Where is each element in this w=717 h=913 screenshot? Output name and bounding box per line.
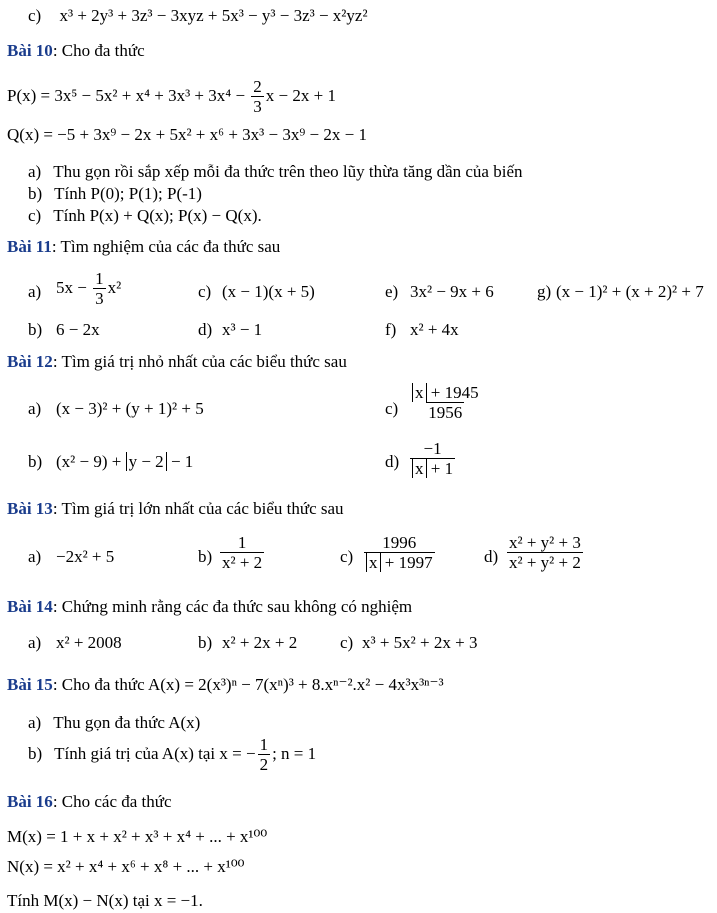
label: a): [28, 633, 42, 652]
expression: x³ + 2y³ + 3z³ − 3xyz + 5x³ − y³ − 3z³ − x²yz²: [59, 6, 368, 25]
denominator: [364, 552, 435, 572]
item-b: [28, 736, 316, 774]
label: g): [537, 282, 552, 301]
exercise-15-heading: [7, 676, 444, 693]
fraction: [93, 270, 106, 308]
label: c): [340, 633, 354, 652]
exercise-13-heading: [7, 500, 344, 517]
label: c): [198, 282, 212, 301]
item-g: (x − 1)² + (x + 2)² + 7: [556, 282, 704, 301]
exercise-text: : Cho các đa thức: [52, 792, 172, 811]
denominator: 2: [259, 754, 269, 774]
label: b): [28, 184, 43, 203]
exercise-title: Bài 13: [7, 499, 53, 518]
denominator: 3: [253, 96, 262, 116]
exercise-text: : Tìm nghiệm của các đa thức sau: [51, 237, 281, 256]
absolute-value: x: [412, 383, 427, 402]
item-c: [362, 534, 437, 572]
expr-part: + 1997: [380, 552, 433, 572]
fraction: [220, 534, 264, 572]
label: d): [484, 547, 499, 566]
expr-part: + 1945: [426, 383, 479, 402]
line-c-top: [28, 7, 368, 24]
label: e): [385, 282, 399, 301]
polynomial-P: [7, 78, 336, 116]
item-text: Thu gọn rồi sắp xếp mỗi đa thức trên theo lũy thừa tăng dần của biến: [53, 162, 523, 181]
denominator: 3: [95, 288, 104, 308]
label: f): [385, 320, 397, 339]
denominator: [410, 458, 455, 478]
numerator: −1: [423, 439, 442, 458]
fraction: [507, 534, 583, 572]
item-d: [408, 440, 457, 478]
item-b: [28, 185, 202, 202]
fraction: [251, 78, 264, 116]
item-text: ; n = 1: [272, 743, 317, 763]
label: c): [28, 206, 42, 225]
exercise-title: Bài 15: [7, 675, 53, 694]
exercise-text: : Cho đa thức: [52, 675, 148, 694]
label: c): [28, 6, 42, 25]
exercise-13-row: [0, 534, 717, 582]
absolute-value: y − 2: [126, 452, 167, 471]
exercise-11-row2: [0, 320, 717, 342]
expr-part: (x² − 9) +: [56, 452, 126, 471]
item-b: x² + 2x + 2: [222, 633, 298, 652]
item-b: [56, 452, 193, 472]
exercise-14-row: [0, 633, 717, 655]
item-a: (x − 3)² + (y + 1)² + 5: [56, 399, 204, 418]
exercise-16-heading: [7, 793, 172, 810]
item-text: Thu gọn đa thức A(x): [53, 713, 201, 732]
label: b): [28, 452, 43, 471]
absolute-value: x: [366, 553, 381, 572]
item-a: x² + 2008: [56, 633, 122, 652]
fraction: [410, 384, 481, 422]
exercise-12-heading: [7, 353, 347, 370]
polynomial-Q: Q(x) = −5 + 3x⁹ − 2x + 5x² + x⁶ + 3x³ − 3x⁹ − 2x − 1: [7, 125, 367, 144]
item-d: [505, 534, 585, 572]
polynomial-M: M(x) = 1 + x + x² + x³ + x⁴ + ... + x¹⁰⁰: [7, 827, 268, 846]
item-text: Tính P(0); P(1); P(-1): [54, 184, 202, 203]
exercise-text: : Tìm giá trị lớn nhất của các biểu thức sau: [52, 499, 344, 518]
label: a): [28, 282, 42, 301]
numerator: 1: [259, 735, 269, 754]
exercise-11-heading: [7, 238, 280, 255]
item-a: −2x² + 5: [56, 547, 115, 566]
item-text: Tính P(x) + Q(x); P(x) − Q(x).: [53, 206, 262, 225]
poly-part: x − 2x + 1: [265, 85, 336, 105]
expr-part: 5x −: [56, 277, 92, 297]
denominator: x² + y² + 2: [509, 552, 581, 572]
label: b): [28, 743, 43, 763]
exercise-title: Bài 16: [7, 792, 53, 811]
exercise-12-row2: [0, 440, 717, 488]
expr-part: x²: [107, 277, 122, 297]
exercise-title: Bài 11: [7, 237, 52, 256]
exercise-text: : Chứng minh rằng các đa thức sau không có nghiệm: [52, 597, 413, 616]
numerator: x² + y² + 3: [509, 533, 581, 552]
item-c: (x − 1)(x + 5): [222, 282, 315, 301]
exercise-14-heading: [7, 598, 412, 615]
poly-name: P(x) =: [7, 85, 55, 105]
exercise-text: : Cho đa thức: [52, 41, 145, 60]
label: c): [385, 399, 399, 418]
numerator: [410, 384, 481, 402]
exercise-10-heading: [7, 42, 145, 59]
item-c: x³ + 5x² + 2x + 3: [362, 633, 478, 652]
item-c: [408, 384, 483, 422]
fraction: [258, 736, 271, 774]
polynomial-N: N(x) = x² + x⁴ + x⁶ + x⁸ + ... + x¹⁰⁰: [7, 857, 245, 876]
item-b: [218, 534, 266, 572]
item-a: [28, 163, 523, 180]
exercise-text: : Tìm giá trị nhỏ nhất của các biểu thức sau: [52, 352, 347, 371]
item-text: Tính giá trị của A(x) tại x = −: [54, 743, 256, 763]
label: a): [28, 399, 42, 418]
label: b): [198, 547, 213, 566]
expr-part: − 1: [166, 452, 194, 471]
label: c): [340, 547, 354, 566]
exercise-11-row1: [0, 270, 717, 310]
denominator: x² + 2: [222, 552, 263, 572]
poly-part: 3x⁵ − 5x² + x⁴ + 3x³ + 3x⁴ −: [54, 85, 250, 105]
label: d): [385, 452, 400, 471]
numerator: 1: [95, 269, 104, 288]
label: a): [28, 713, 42, 732]
exercise-title: Bài 12: [7, 352, 53, 371]
item-d: x³ − 1: [222, 320, 263, 339]
numerator: 2: [253, 77, 262, 96]
label: b): [28, 320, 43, 339]
item-a: [28, 714, 200, 731]
numerator: 1996: [382, 533, 417, 552]
label: a): [28, 547, 42, 566]
label: a): [28, 162, 42, 181]
absolute-value: x: [412, 459, 427, 478]
denominator: 1956: [428, 402, 463, 422]
exercise-12-row1: [0, 384, 717, 432]
item-f: x² + 4x: [410, 320, 459, 339]
label: b): [198, 633, 213, 652]
expr-part: + 1: [426, 458, 454, 478]
final-question: Tính M(x) − N(x) tại x = −1.: [7, 891, 203, 910]
fraction: [364, 534, 435, 572]
exercise-title: Bài 10: [7, 41, 53, 60]
item-a: [56, 270, 121, 308]
numerator: 1: [237, 533, 247, 552]
exercise-title: Bài 14: [7, 597, 53, 616]
item-b: 6 − 2x: [56, 320, 100, 339]
polynomial-A: A(x) = 2(x³)ⁿ − 7(xⁿ)³ + 8.xⁿ⁻².x² − 4x³x³ⁿ⁻³: [147, 675, 444, 694]
label: d): [198, 320, 213, 339]
item-c: [28, 207, 262, 224]
fraction: [410, 440, 455, 478]
item-e: 3x² − 9x + 6: [410, 282, 494, 301]
